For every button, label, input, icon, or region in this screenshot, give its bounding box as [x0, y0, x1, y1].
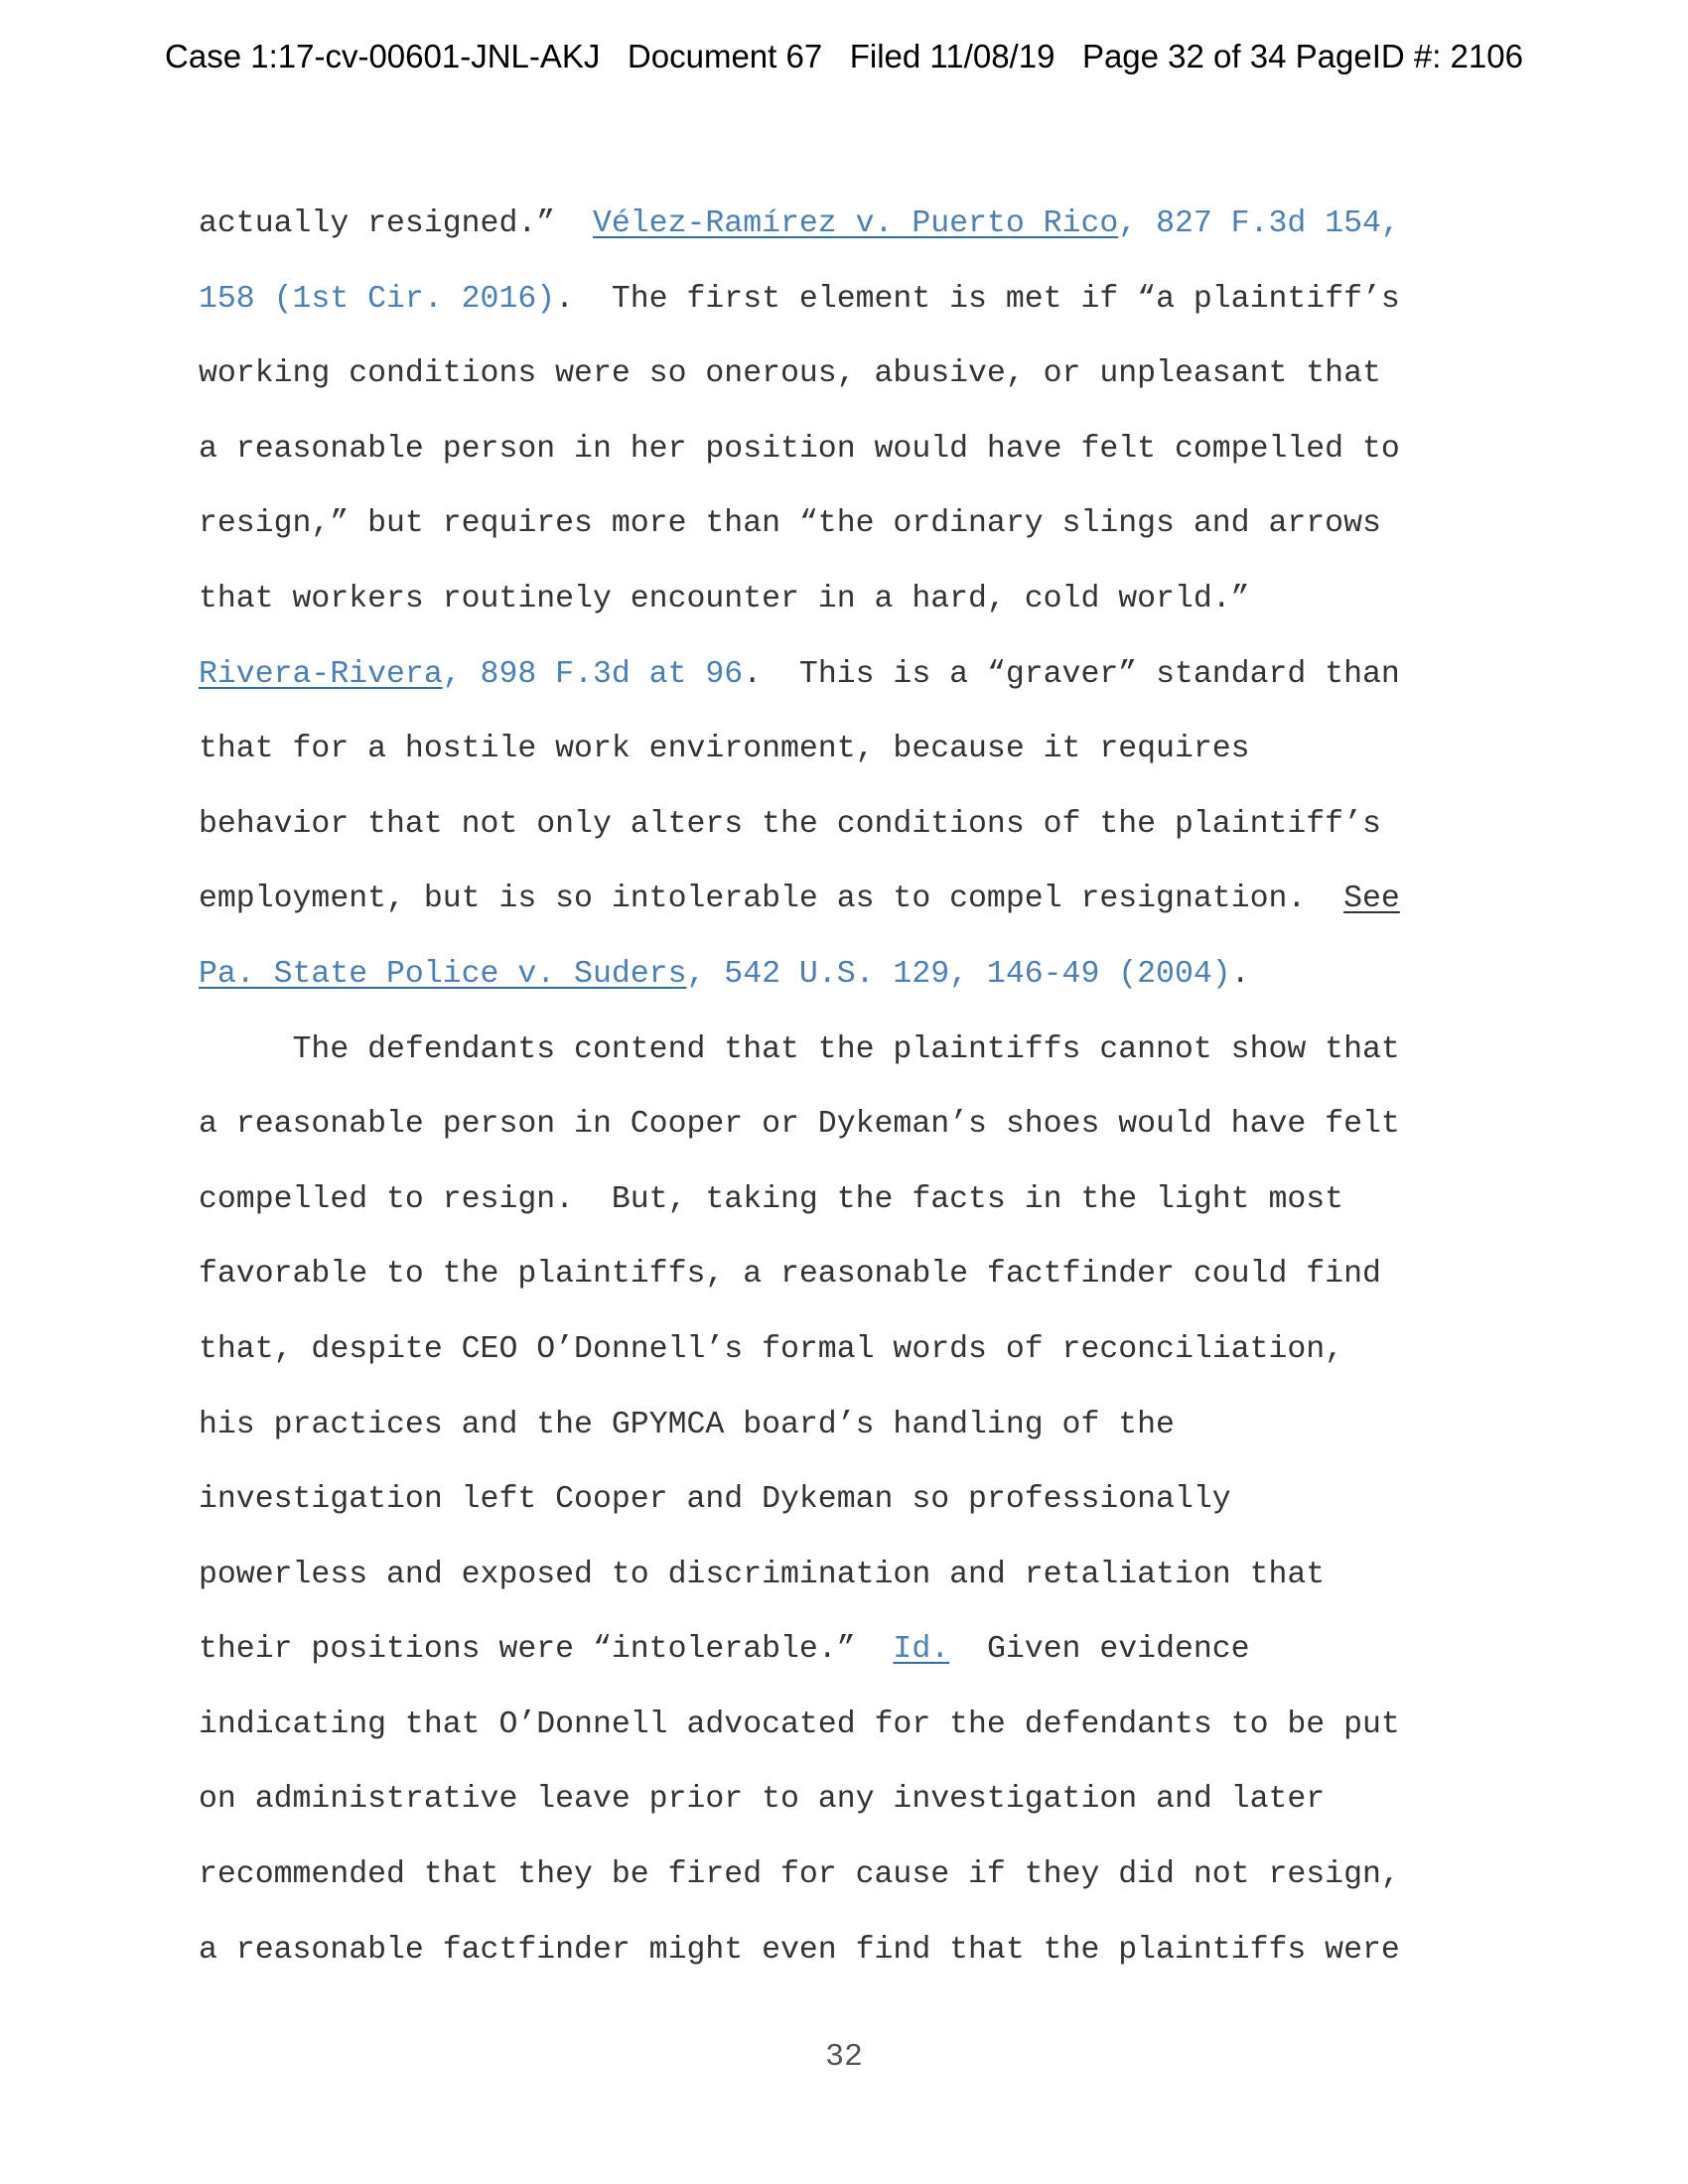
text-line: [199, 937, 1489, 1013]
page-indicator: Page 32 of 34: [1081, 38, 1287, 74]
text-line: a reasonable factfinder might even find that the plaintiffs were: [199, 1932, 1400, 1968]
text-line: [199, 862, 1489, 937]
text-line: [199, 187, 1489, 262]
text-line: favorable to the plaintiffs, a reasonable factfinder could find: [199, 1257, 1381, 1293]
case-citation-link[interactable]: Vélez-Ramírez v. Puerto Rico: [592, 206, 1119, 241]
text-line: on administrative leave prior to any investigation and later: [199, 1782, 1326, 1818]
text-span: .: [1230, 956, 1250, 992]
text-line: a reasonable person in Cooper or Dykeman’s shoes would have felt: [199, 1107, 1400, 1143]
text-line: working conditions were so onerous, abusive, or unpleasant that: [199, 356, 1381, 392]
text-line: [199, 1612, 1489, 1688]
document-number: Document 67: [627, 38, 823, 74]
citation-link[interactable]: , 827 F.3d 154,: [1118, 206, 1400, 241]
document-header: [0, 38, 1688, 75]
text-span: . This is a “graver” standard than: [743, 656, 1400, 692]
text-span: their positions were “intolerable.”: [199, 1632, 894, 1668]
citation-link[interactable]: , 898 F.3d at 96: [442, 656, 744, 692]
text-line: investigation left Cooper and Dykeman so professionally: [199, 1482, 1231, 1518]
text-line: his practices and the GPYMCA board’s handling of the: [199, 1407, 1175, 1442]
page-id: PageID #: 2106: [1295, 38, 1523, 74]
text-span: Given evidence: [949, 1632, 1250, 1668]
text-line: The defendants contend that the plaintiffs cannot show that: [199, 1031, 1400, 1067]
see-signal: See: [1343, 882, 1400, 917]
citation-link[interactable]: , 542 U.S. 129, 146-49 (2004): [686, 956, 1231, 992]
text-line: that for a hostile work environment, because it requires: [199, 732, 1250, 767]
text-line: powerless and exposed to discrimination and retaliation that: [199, 1557, 1326, 1592]
filed-date: Filed 11/08/19: [849, 38, 1055, 74]
case-citation-link[interactable]: Pa. State Police v. Suders: [199, 956, 687, 992]
text-span: . The first element is met if “a plaintiff’s: [555, 281, 1400, 317]
text-line: resign,” but requires more than “the ordinary slings and arrows: [199, 506, 1381, 542]
text-line: compelled to resign. But, taking the facts in the light most: [199, 1181, 1344, 1217]
text-line: indicating that O’Donnell advocated for the defendants to be put: [199, 1706, 1400, 1742]
text-line: recommended that they be fired for cause if they did not resign,: [199, 1857, 1400, 1893]
id-citation-link[interactable]: Id.: [893, 1632, 950, 1668]
citation-link[interactable]: 158 (1st Cir. 2016): [199, 281, 556, 317]
opinion-body: [199, 187, 1489, 1987]
case-number: Case 1:17-cv-00601-JNL-AKJ: [165, 38, 601, 74]
text-span: employment, but is so intolerable as to compel resignation.: [199, 882, 1344, 917]
text-line: [199, 262, 1489, 338]
text-line: that workers routinely encounter in a hard, cold world.”: [199, 581, 1250, 616]
text-line: that, despite CEO O’Donnell’s formal words of reconciliation,: [199, 1331, 1344, 1367]
text-line: [199, 637, 1489, 713]
page-number: 32: [825, 2040, 863, 2075]
text-span: actually resigned.”: [199, 206, 593, 241]
text-line: behavior that not only alters the conditions of the plaintiff’s: [199, 806, 1381, 842]
case-citation-link[interactable]: Rivera-Rivera: [199, 656, 443, 692]
text-line: a reasonable person in her position would have felt compelled to: [199, 431, 1400, 467]
